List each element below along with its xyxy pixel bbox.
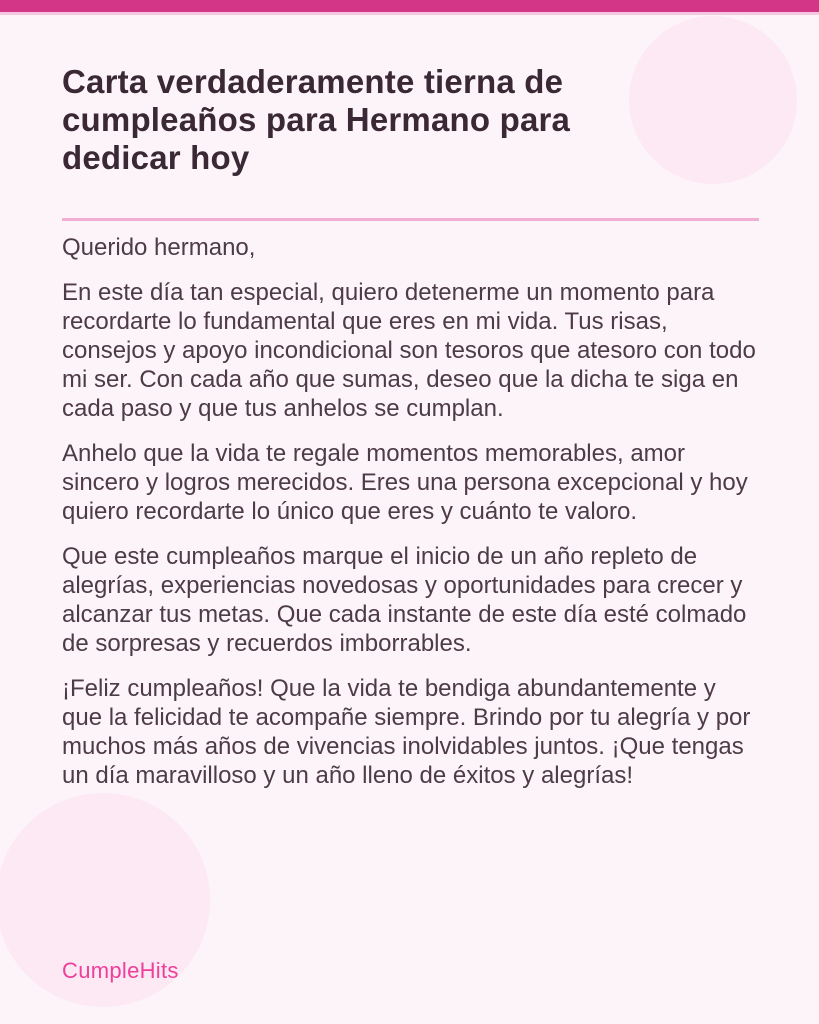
- letter-paragraph-2: Anhelo que la vida te regale momentos memorables, amor sincero y logros merecidos. Eres una persona excepcional y hoy quiero recordarte lo único que eres y cuánto te valoro.: [62, 440, 748, 525]
- letter-paragraph-3: Que este cumpleaños marque el inicio de un año repleto de alegrías, experiencias novedosas y oportunidades para crecer y alcanzar tus metas. Que cada instante de este día esté colmado de sorpresas y recuerdos imborrables.: [62, 543, 747, 657]
- divider-line: [62, 218, 759, 221]
- brand-logo: CumpleHits: [62, 958, 179, 983]
- letter-salutation: Querido hermano,: [62, 234, 256, 261]
- letter-paragraph-4: ¡Feliz cumpleaños! Que la vida te bendiga abundantemente y que la felicidad te acompañe siempre. Brindo por tu alegría y por muchos más años de vivencias inolvidables juntos. ¡Que tengas un día maravilloso y un año lleno de éxitos y alegrías!: [62, 675, 751, 789]
- page-title: Carta verdaderamente tierna de cumpleaños para Hermano para dedicar hoy: [62, 63, 571, 176]
- letter-paragraph-1: En este día tan especial, quiero detenerme un momento para recordarte lo fundamental que eres en mi vida. Tus risas, consejos y apoyo incondicional son tesoros que atesoro con todo mi ser. Con cada año que sumas, deseo que la dicha te siga en cada paso y que tus anhelos se cumplan.: [62, 279, 756, 422]
- letter-body: [62, 233, 759, 790]
- top-accent-bar: [0, 0, 819, 15]
